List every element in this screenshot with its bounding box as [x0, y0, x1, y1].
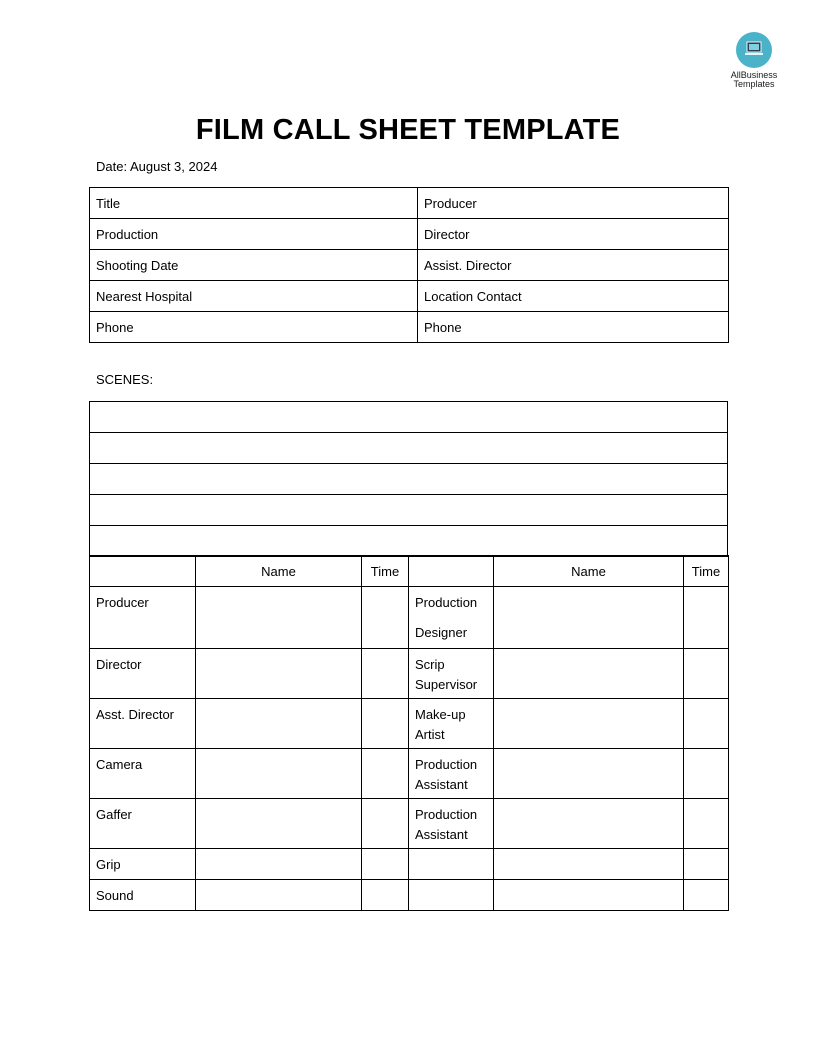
time-field[interactable]	[362, 749, 409, 799]
role-label: Make-up Artist	[409, 699, 494, 749]
role-field[interactable]	[409, 849, 494, 880]
name-field[interactable]	[196, 749, 362, 799]
table-row	[90, 464, 728, 495]
role-field[interactable]	[409, 880, 494, 911]
role-label: Producer	[90, 587, 196, 649]
name-field[interactable]	[494, 880, 684, 911]
director-field[interactable]: Director	[418, 219, 729, 250]
header-time: Time	[684, 556, 729, 587]
name-field[interactable]	[196, 587, 362, 649]
table-row	[90, 188, 729, 219]
role-label: Gaffer	[90, 799, 196, 849]
production-info-table	[89, 187, 729, 343]
role-label: Director	[90, 649, 196, 699]
role-label: Sound	[90, 880, 196, 911]
assist-director-field[interactable]: Assist. Director	[418, 250, 729, 281]
name-field[interactable]	[196, 880, 362, 911]
time-field[interactable]	[684, 587, 729, 649]
table-row	[90, 402, 728, 433]
time-field[interactable]	[684, 649, 729, 699]
table-row	[90, 312, 729, 343]
hospital-phone-field[interactable]: Phone	[90, 312, 418, 343]
producer-field[interactable]: Producer	[418, 188, 729, 219]
time-field[interactable]	[362, 699, 409, 749]
table-row	[90, 799, 729, 849]
page-title: FILM CALL SHEET TEMPLATE	[195, 114, 621, 146]
role-label: Camera	[90, 749, 196, 799]
table-row	[90, 433, 728, 464]
role-label: Scrip Supervisor	[409, 649, 494, 699]
header-name: Name	[196, 556, 362, 587]
header-role	[409, 556, 494, 587]
role-label: Production Assistant	[409, 799, 494, 849]
table-row	[90, 849, 729, 880]
production-field[interactable]: Production	[90, 219, 418, 250]
time-field[interactable]	[684, 880, 729, 911]
time-field[interactable]	[362, 849, 409, 880]
scene-field[interactable]	[90, 433, 728, 464]
role-label: Production Designer	[409, 587, 494, 649]
time-field[interactable]	[362, 587, 409, 649]
table-row	[90, 495, 728, 526]
table-row	[90, 749, 729, 799]
role-label: Production Assistant	[409, 749, 494, 799]
crew-table	[89, 555, 729, 911]
name-field[interactable]	[494, 849, 684, 880]
logo	[724, 32, 784, 89]
time-field[interactable]	[684, 749, 729, 799]
contact-phone-field[interactable]: Phone	[418, 312, 729, 343]
table-row	[90, 281, 729, 312]
title-field[interactable]: Title	[90, 188, 418, 219]
scene-field[interactable]	[90, 402, 728, 433]
table-row	[90, 219, 729, 250]
scenes-table	[89, 401, 728, 557]
header-role	[90, 556, 196, 587]
name-field[interactable]	[494, 749, 684, 799]
name-field[interactable]	[196, 699, 362, 749]
role-label: Grip	[90, 849, 196, 880]
location-contact-field[interactable]: Location Contact	[418, 281, 729, 312]
table-row	[90, 699, 729, 749]
time-field[interactable]	[684, 799, 729, 849]
table-row	[90, 587, 729, 649]
scene-field[interactable]	[90, 526, 728, 557]
table-row	[90, 250, 729, 281]
table-row	[90, 649, 729, 699]
time-field[interactable]	[362, 799, 409, 849]
scenes-label: SCENES:	[96, 372, 154, 387]
date-line: Date: August 3, 2024	[96, 159, 218, 174]
time-field[interactable]	[362, 880, 409, 911]
table-row	[90, 880, 729, 911]
table-row	[90, 526, 728, 557]
nearest-hospital-field[interactable]: Nearest Hospital	[90, 281, 418, 312]
name-field[interactable]	[494, 587, 684, 649]
scene-field[interactable]	[90, 495, 728, 526]
logo-text: AllBusiness Templates	[730, 70, 778, 89]
header-time: Time	[362, 556, 409, 587]
time-field[interactable]	[362, 649, 409, 699]
name-field[interactable]	[196, 799, 362, 849]
name-field[interactable]	[494, 649, 684, 699]
time-field[interactable]	[684, 849, 729, 880]
name-field[interactable]	[196, 849, 362, 880]
shooting-date-field[interactable]: Shooting Date	[90, 250, 418, 281]
laptop-icon	[736, 32, 772, 68]
name-field[interactable]	[494, 699, 684, 749]
name-field[interactable]	[494, 799, 684, 849]
table-header-row	[90, 556, 729, 587]
time-field[interactable]	[684, 699, 729, 749]
role-label: Asst. Director	[90, 699, 196, 749]
header-name: Name	[494, 556, 684, 587]
scene-field[interactable]	[90, 464, 728, 495]
name-field[interactable]	[196, 649, 362, 699]
